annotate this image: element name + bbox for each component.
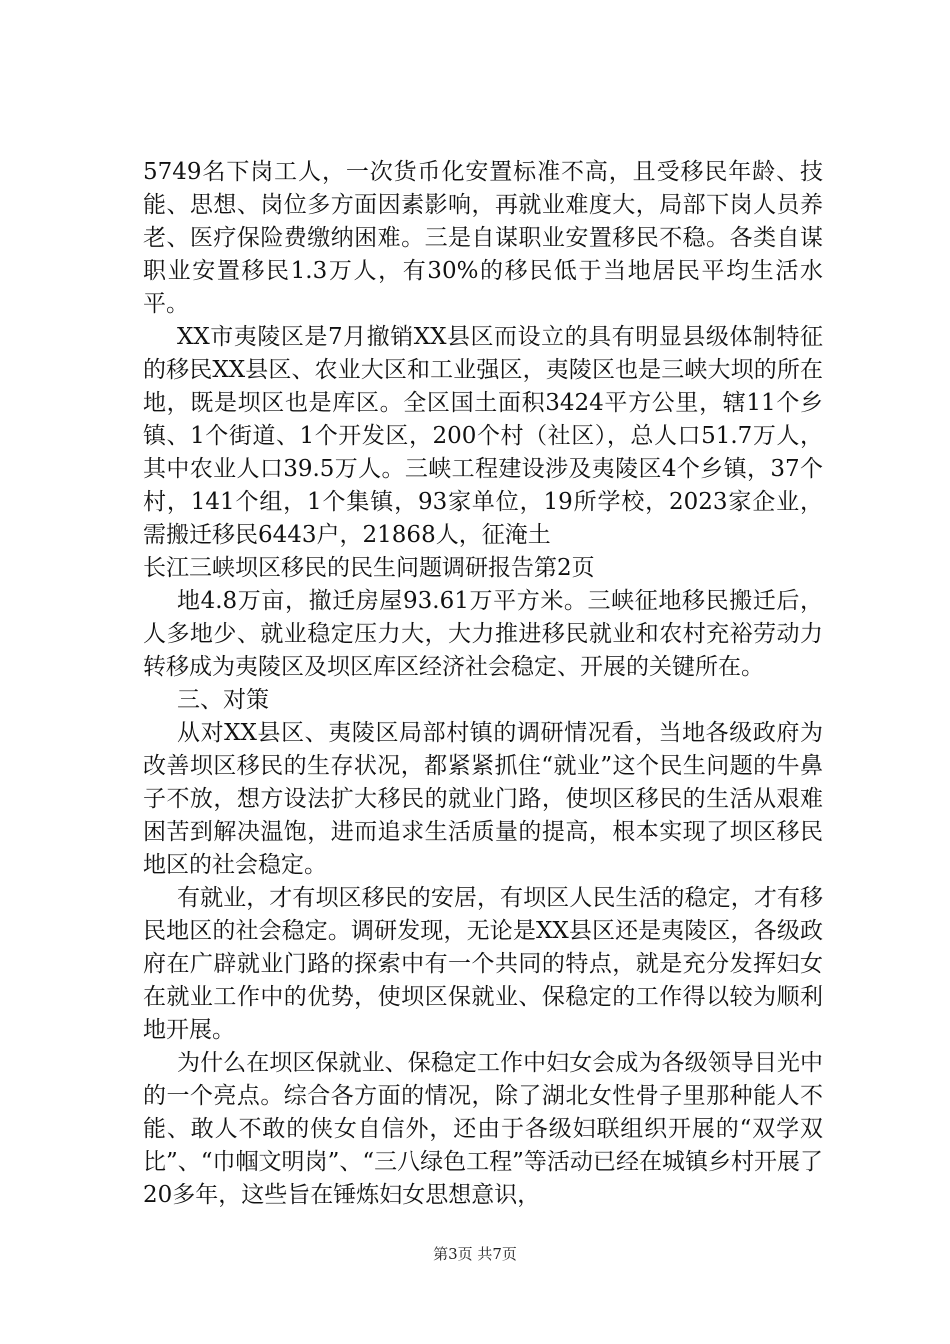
page-number-footer: 第3页 共7页 xyxy=(433,1245,517,1263)
document-body xyxy=(143,156,823,1212)
body-paragraph: 有就业，才有坝区移民的安居，有坝区人民生活的稳定，才有移民地区的社会稳定。调研发现，无论是XX县区还是夷陵区，各级政府在广辟就业门路的探索中有一个共同的特点，就是充分发挥妇女在就业工作中的优势，使坝区保就业、保稳定的工作得以较为顺利地开展。 xyxy=(143,885,823,1043)
body-paragraph: 地4.8万亩，撤迁房屋93.61万平方米。三峡征地移民搬迁后，人多地少、就业稳定压力大，大力推进移民就业和农村充裕劳动力转移成为夷陵区及坝区库区经济社会稳定、开展的关键所在。 xyxy=(143,588,823,680)
running-title: 长江三峡坝区移民的民生问题调研报告第2页 xyxy=(143,555,595,581)
body-paragraph: XX市夷陵区是7月撤销XX县区而设立的具有明显县级体制特征的移民XX县区、农业大区和工业强区，夷陵区也是三峡大坝的所在地，既是坝区也是库区。全区国土面积3424平方公里，辖11个乡镇、1个街道、1个开发区，200个村（社区），总人口51.7万人，其中农业人口39.5万人。三峡工程建设涉及夷陵区4个乡镇，37个村，141个组，1个集镇，93家单位，19所学校，2023家企业，需搬迁移民6443户，21868人，征淹土 xyxy=(143,324,823,548)
section-heading: 三、对策 xyxy=(177,687,269,713)
body-paragraph: 5749名下岗工人，一次货币化安置标准不高，且受移民年龄、技能、思想、岗位多方面因素影响，再就业难度大，局部下岗人员养老、医疗保险费缴纳困难。三是自谋职业安置移民不稳。各类自谋职业安置移民1.3万人，有30%的移民低于当地居民平均生活水平。 xyxy=(143,159,823,317)
body-paragraph: 为什么在坝区保就业、保稳定工作中妇女会成为各级领导目光中的一个亮点。综合各方面的情况，除了湖北女性骨子里那种能人不能、敢人不敢的侠女自信外，还由于各级妇联组织开展的“双学双比”、“巾帼文明岗”、“三八绿色工程”等活动已经在城镇乡村开展了20多年，这些旨在锤炼妇女思想意识， xyxy=(143,1050,823,1208)
body-paragraph: 从对XX县区、夷陵区局部村镇的调研情况看，当地各级政府为改善坝区移民的生存状况，都紧紧抓住“就业”这个民生问题的牛鼻子不放，想方设法扩大移民的就业门路，使坝区移民的生活从艰难困苦到解决温饱，进而追求生活质量的提高，根本实现了坝区移民地区的社会稳定。 xyxy=(143,720,823,878)
